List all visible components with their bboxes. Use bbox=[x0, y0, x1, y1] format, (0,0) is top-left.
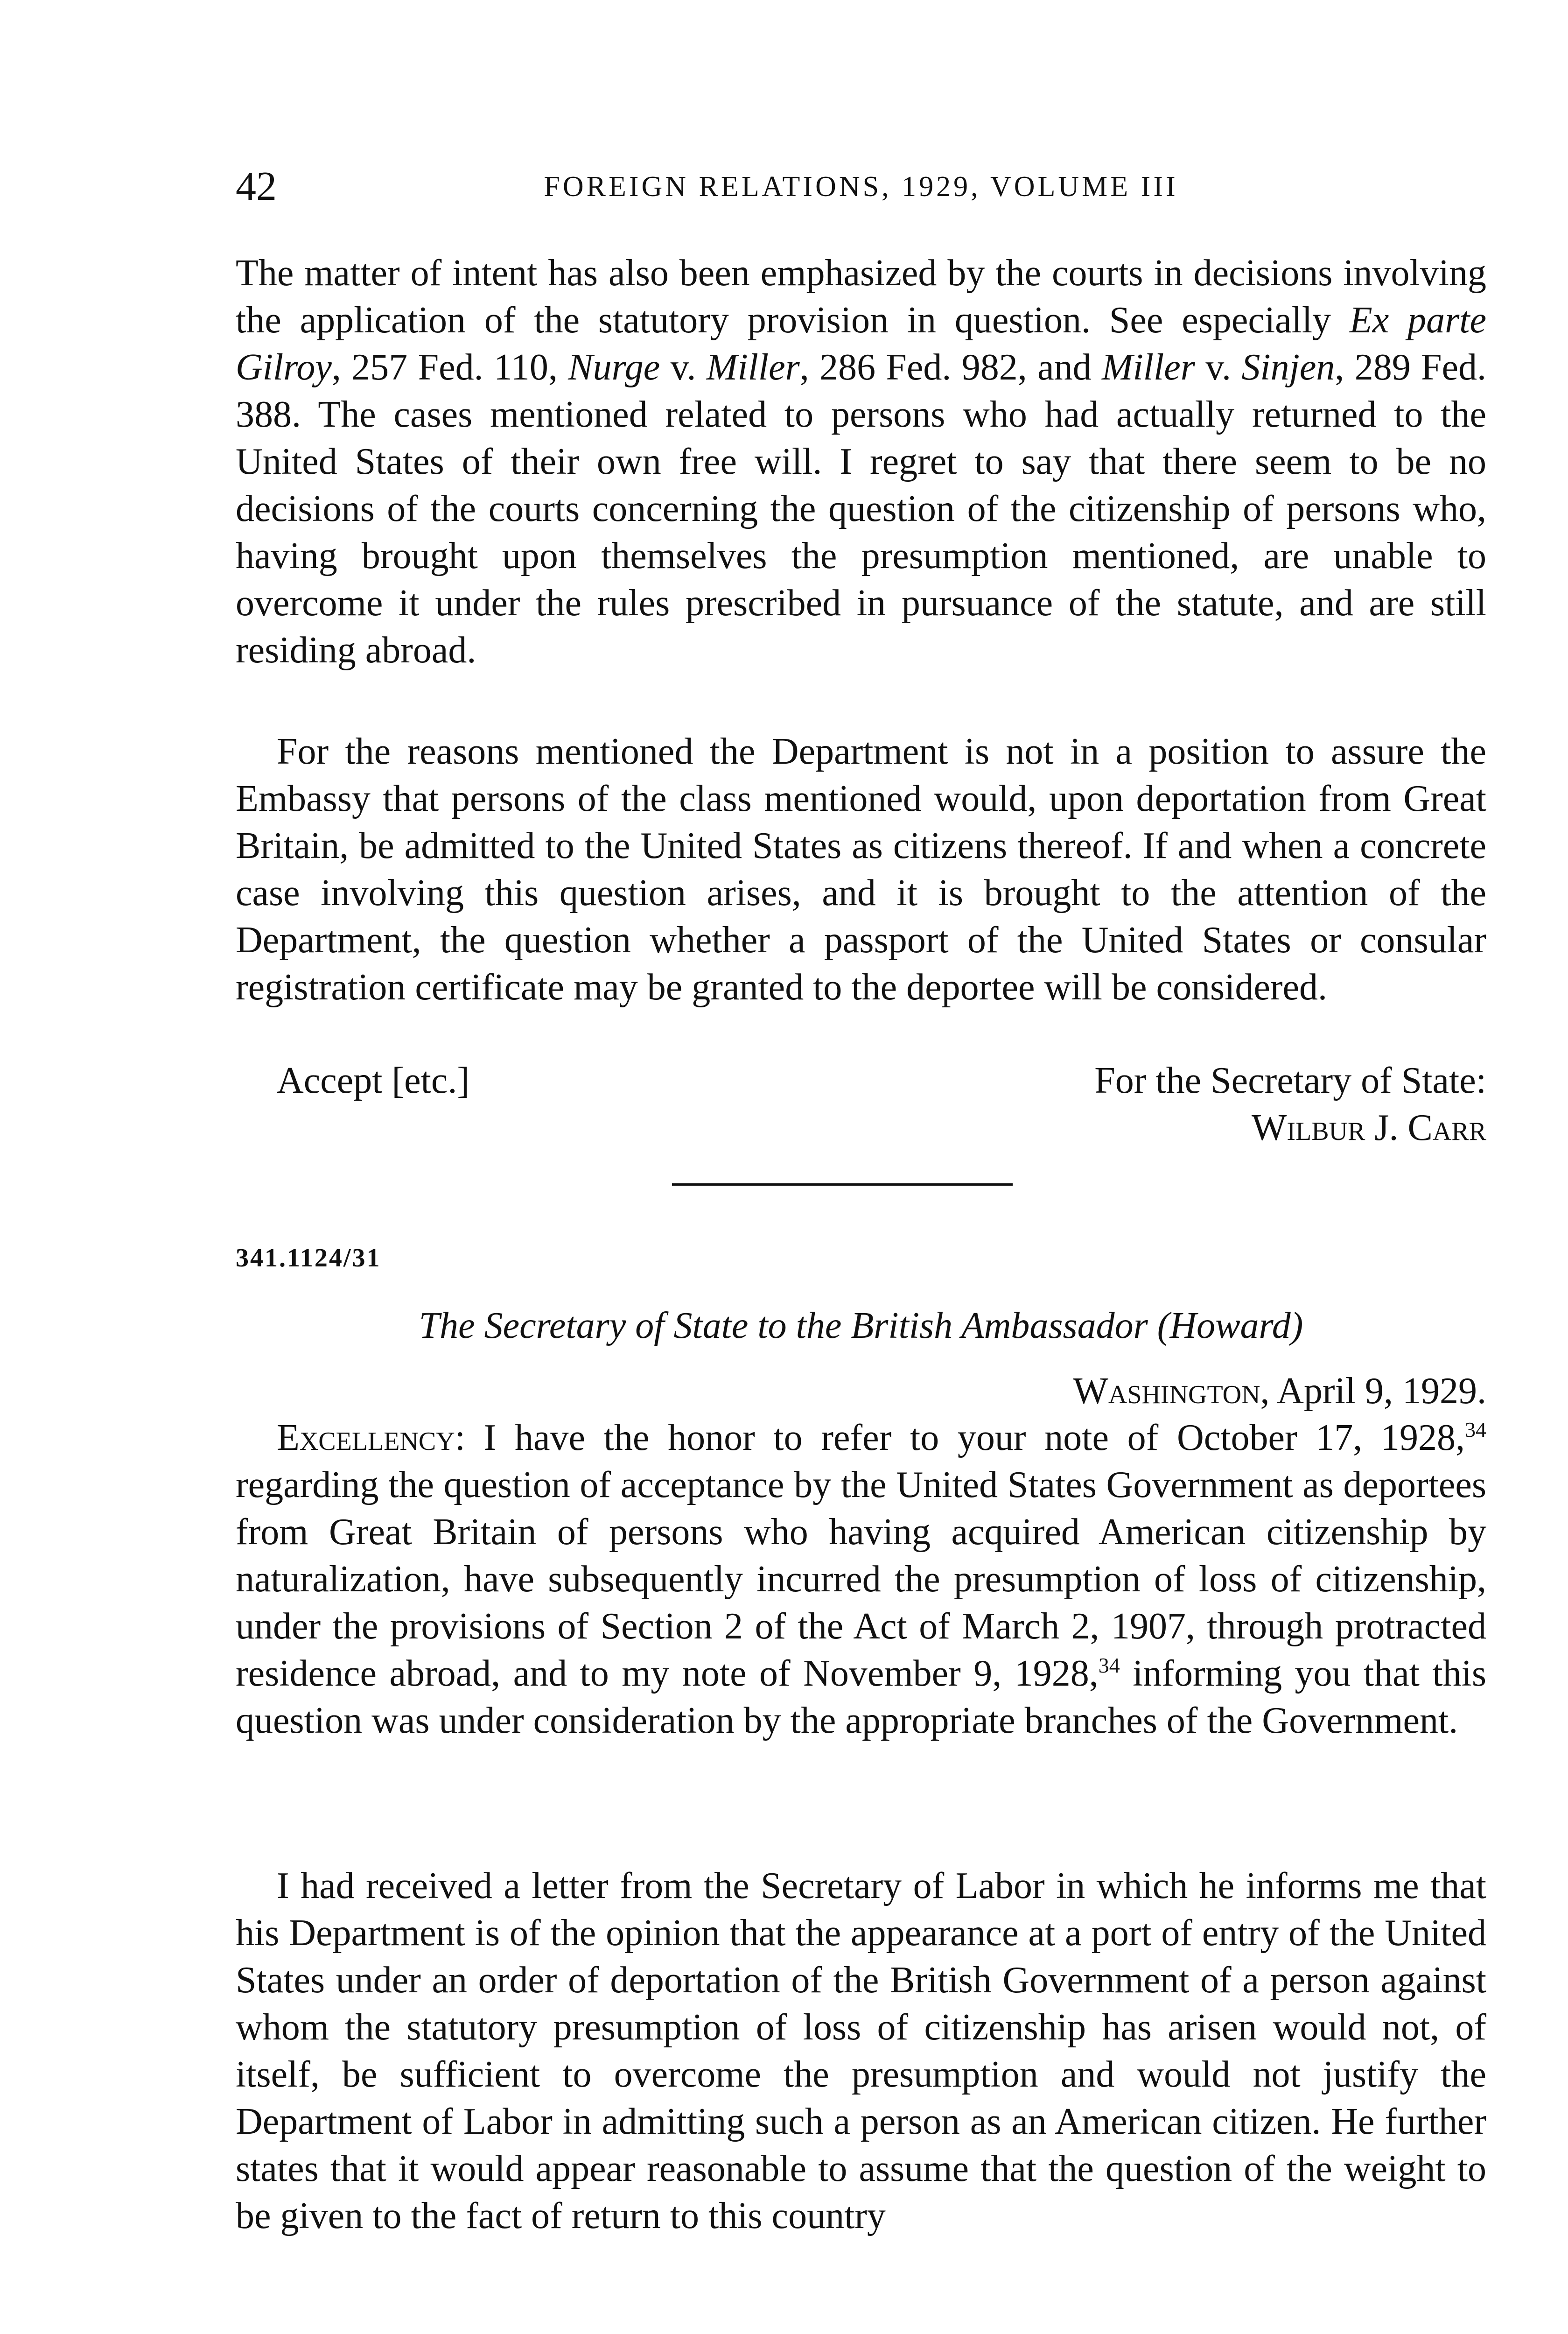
closing-accept: Accept [etc.] bbox=[277, 1060, 470, 1101]
paragraph-text: , 257 Fed. 110, bbox=[331, 347, 568, 388]
case-citation: Ex parte Gilroy bbox=[236, 300, 1486, 388]
paragraph-reasons: For the reasons mentioned the Department is not in a position to assure the Embassy that persons of the class mentioned would, upon deportation from Great Britain, be admitted to the United States as citizens thereof. If and when a concrete case involving this question arises, and it is brought to the attention of the Department, the question whether a passport of the United States or consular registration certificate may be granted to the deportee will be considered. bbox=[236, 731, 1486, 1008]
signature: Wilbur J. Carr bbox=[1251, 1107, 1486, 1148]
salutation: Excellency bbox=[277, 1417, 455, 1458]
case-citation: Miller bbox=[706, 347, 800, 388]
paragraph-text: v. bbox=[660, 347, 707, 388]
letter-closing bbox=[236, 1057, 1486, 1165]
paragraph-intent bbox=[236, 250, 1486, 674]
dateline-date: , April 9, 1929. bbox=[1260, 1371, 1486, 1412]
paragraph-text: , 286 Fed. 982, and bbox=[799, 347, 1102, 388]
file-number: 341.1124/31 bbox=[236, 1244, 381, 1272]
page-header bbox=[236, 161, 1486, 212]
paragraph-text: regarding the question of acceptance by the United States Government as deportees from Great Britain of persons who having acquired American citizenship by naturalization, have subsequently incurred the presumption of loss of citizenship, under the provisions of Section 2 of the Act of March 2, 1907, through protracted residence abroad, and to my note of November 9, 1928, bbox=[236, 1464, 1486, 1694]
paragraph-text: The matter of intent has also been emphasized by the courts in decisions involving the application of the statutory provision in question. See especially bbox=[236, 253, 1486, 341]
page-number: 42 bbox=[236, 164, 277, 209]
paragraph-text: , 289 Fed. 388. The cases mentioned related to persons who had actually returned to the United States of their own free will. I regret to say that there seem to be no decisions of the courts concerning the question of the citizenship of persons who, having brought upon themselves the presumption mentioned, are unable to overcome it under the rules prescribed in pursuance of the statute, and are still residing abroad. bbox=[236, 347, 1487, 671]
paragraph-excellency bbox=[236, 1414, 1486, 1744]
case-citation: Nurge bbox=[568, 347, 660, 388]
dateline-place: Washington bbox=[1073, 1371, 1260, 1412]
paragraph-labor: I had received a letter from the Secretary of Labor in which he informs me that his Department is of the opinion that the appearance at a port of entry of the United States under an order of deportation of the British Government of a person against whom the statutory presumption of loss of citizenship has arisen would not, of itself, be sufficient to overcome the presumption and would not justify the Department of Labor in admitting such a person as an American citizen. He further states that it would appear reasonable to assume that the question of the weight to be given to the fact of return to this country bbox=[236, 1865, 1486, 2236]
footnote-reference: 34 bbox=[1465, 1418, 1486, 1441]
running-head: FOREIGN RELATIONS, 1929, VOLUME III bbox=[544, 171, 1178, 203]
footnote-reference: 34 bbox=[1098, 1653, 1120, 1677]
case-citation: Sinjen bbox=[1241, 347, 1335, 388]
case-citation: Miller bbox=[1101, 347, 1195, 388]
closing-for-secretary: For the Secretary of State: bbox=[1094, 1060, 1486, 1101]
document-title: The Secretary of State to the British Ambassador (Howard) bbox=[419, 1305, 1303, 1346]
section-divider bbox=[672, 1183, 1013, 1186]
paragraph-text: informing you that this question was under consideration by the appropriate branches of the Government. bbox=[236, 1653, 1486, 1741]
dateline bbox=[236, 1368, 1486, 1415]
paragraph-text: : I have the honor to refer to your note of October 17, 1928, bbox=[455, 1417, 1465, 1458]
paragraph-text: v. bbox=[1195, 347, 1242, 388]
